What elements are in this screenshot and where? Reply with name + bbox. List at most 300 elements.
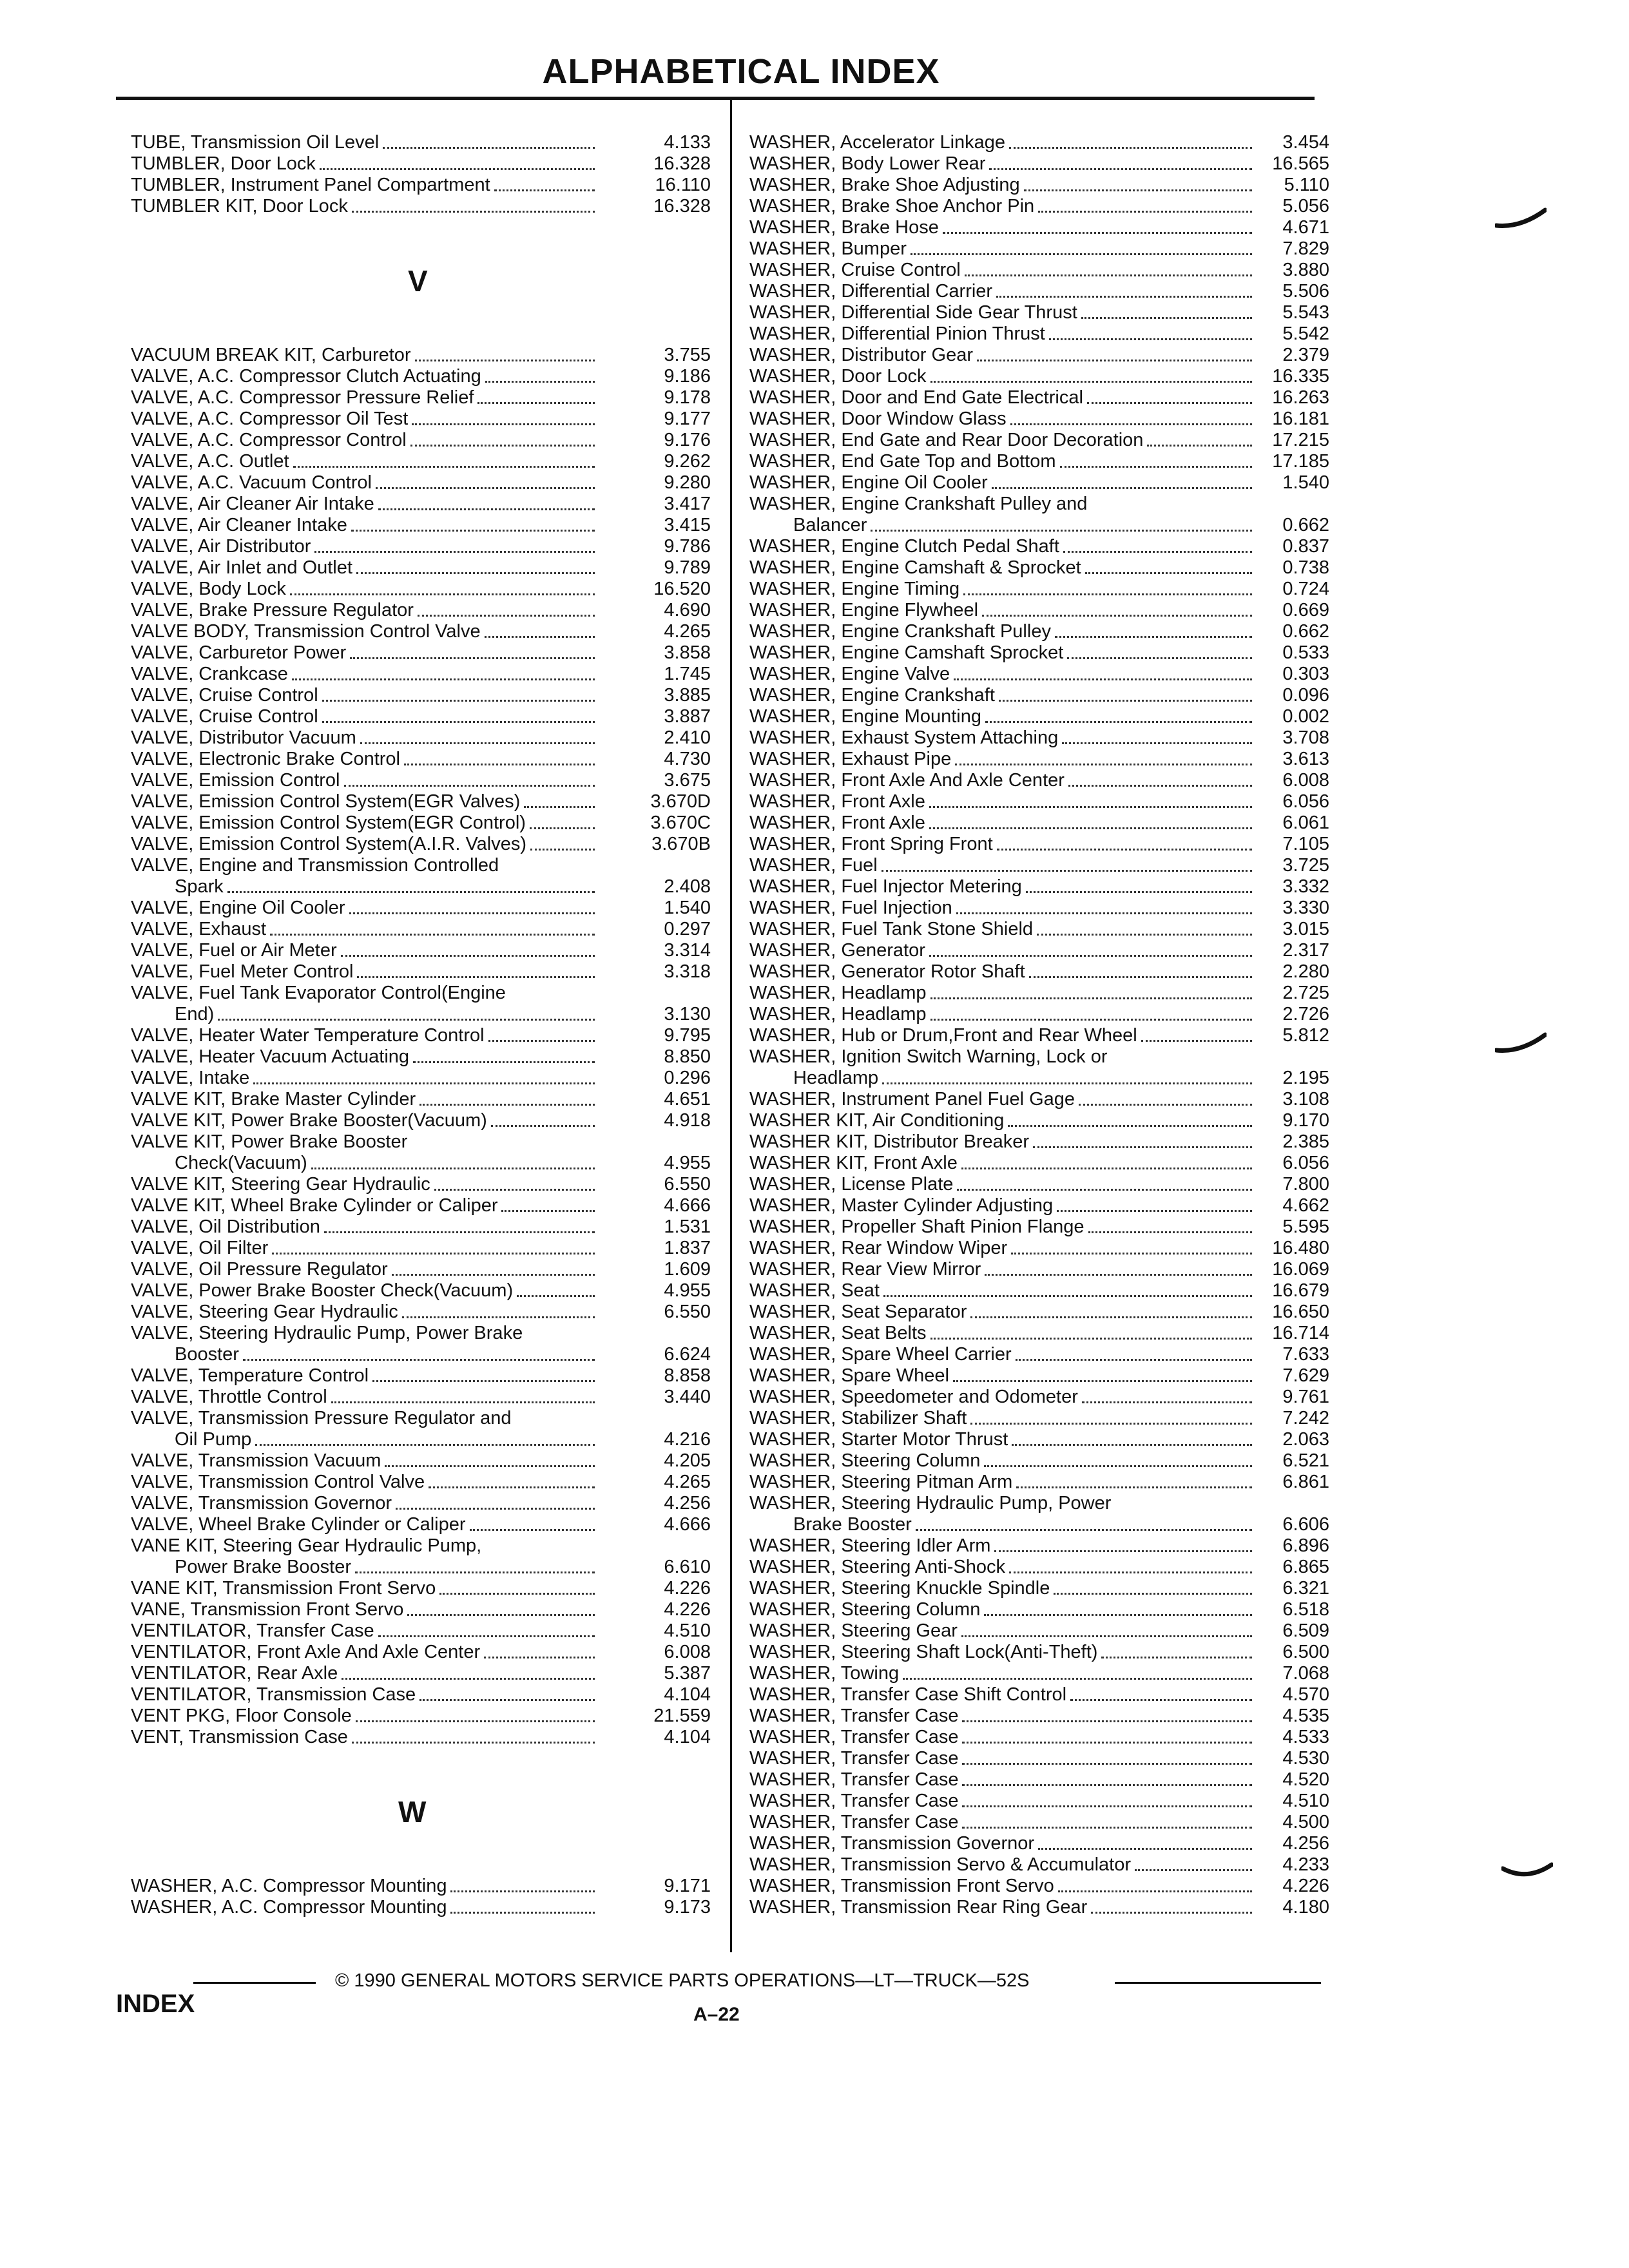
index-entry xyxy=(749,1004,1329,1025)
dot-leader xyxy=(1054,1586,1252,1595)
index-entry-heading xyxy=(131,1323,711,1344)
entry-name: WASHER, Towing xyxy=(749,1663,900,1684)
index-entry xyxy=(749,983,1329,1004)
entry-name: VALVE, A.C. Compressor Control xyxy=(131,430,407,450)
entry-reference-number: 4.520 xyxy=(1282,1769,1329,1790)
footer-rule-left xyxy=(193,1982,316,1984)
entry-name: WASHER, Spare Wheel Carrier xyxy=(749,1344,1012,1365)
dot-leader xyxy=(1062,736,1252,744)
dot-leader xyxy=(1026,885,1252,893)
index-entry xyxy=(749,323,1329,345)
index-entry xyxy=(131,1450,711,1472)
entry-name: WASHER, Generator Rotor Shaft xyxy=(749,961,1025,982)
dot-leader xyxy=(1038,204,1252,213)
entry-name: TUMBLER, Instrument Panel Compartment xyxy=(131,175,490,195)
entry-reference-number: 3.314 xyxy=(664,940,711,961)
index-entry xyxy=(131,1174,711,1195)
dot-leader xyxy=(957,1182,1252,1191)
index-entry xyxy=(749,1578,1329,1599)
index-entry xyxy=(749,1195,1329,1216)
entry-reference-number: 3.318 xyxy=(664,961,711,982)
dot-leader xyxy=(485,629,595,638)
dot-leader xyxy=(1067,651,1252,659)
entry-name: Oil Pump xyxy=(175,1429,252,1450)
index-entry xyxy=(749,1153,1329,1174)
index-entry xyxy=(749,1514,1329,1535)
dot-leader xyxy=(293,459,595,468)
entry-reference-number: 9.761 xyxy=(1282,1387,1329,1407)
entry-reference-number: 4.662 xyxy=(1282,1195,1329,1216)
index-entry xyxy=(749,175,1329,196)
entry-reference-number: 3.330 xyxy=(1282,898,1329,918)
dot-leader xyxy=(1060,459,1252,468)
entry-reference-number: 7.068 xyxy=(1282,1663,1329,1684)
entry-name: VALVE, Oil Filter xyxy=(131,1238,269,1258)
entry-name: WASHER, Front Spring Front xyxy=(749,834,993,854)
dot-leader xyxy=(1081,311,1252,319)
entry-name: WASHER, Transmission Front Servo xyxy=(749,1876,1054,1896)
dot-leader xyxy=(882,863,1252,872)
entry-reference-number: 16.480 xyxy=(1272,1238,1329,1258)
index-entry xyxy=(131,175,711,196)
index-entry xyxy=(749,260,1329,281)
index-entry xyxy=(749,1557,1329,1578)
entry-name: VALVE, Emission Control System(A.I.R. Valves) xyxy=(131,834,527,854)
dot-leader xyxy=(1058,1884,1252,1892)
index-entry xyxy=(749,1599,1329,1620)
index-entry xyxy=(749,302,1329,323)
index-entry xyxy=(749,1791,1329,1812)
dot-leader xyxy=(1055,629,1252,638)
dot-leader xyxy=(243,1352,595,1361)
entry-reference-number: 5.595 xyxy=(1282,1216,1329,1237)
entry-name: WASHER, Transmission Servo & Accumulator xyxy=(749,1854,1131,1875)
dot-leader xyxy=(1141,1033,1252,1042)
section-spacer xyxy=(131,1854,711,1876)
dot-leader xyxy=(989,162,1252,170)
entry-reference-number: 0.002 xyxy=(1282,706,1329,727)
index-entry xyxy=(131,1429,711,1450)
entry-reference-number: 1.837 xyxy=(664,1238,711,1258)
dot-leader xyxy=(1016,1352,1252,1361)
index-entry xyxy=(131,536,711,557)
entry-reference-number: 0.662 xyxy=(1282,515,1329,535)
entry-name: VALVE, Body Lock xyxy=(131,579,286,599)
index-entry-heading xyxy=(749,494,1329,515)
entry-reference-number: 9.171 xyxy=(664,1876,711,1896)
index-entry xyxy=(131,494,711,515)
entry-reference-number: 8.858 xyxy=(664,1365,711,1386)
index-entry xyxy=(131,876,711,898)
index-entry xyxy=(749,238,1329,260)
dot-leader xyxy=(415,353,595,361)
entry-name: VALVE, Transmission Governor xyxy=(131,1493,392,1514)
dot-leader xyxy=(1049,332,1252,340)
index-entry xyxy=(749,855,1329,876)
index-entry xyxy=(749,961,1329,983)
entry-reference-number: 5.543 xyxy=(1282,302,1329,323)
entry-name: WASHER, License Plate xyxy=(749,1174,954,1195)
dot-leader xyxy=(1012,1437,1252,1446)
entry-name: VALVE, Transmission Pressure Regulator and xyxy=(131,1408,512,1428)
dot-leader xyxy=(344,778,595,787)
entry-name: WASHER, Bumper xyxy=(749,238,907,259)
index-entry xyxy=(131,1302,711,1323)
dot-leader xyxy=(412,417,595,425)
dot-leader xyxy=(911,247,1252,255)
dot-leader xyxy=(360,736,595,744)
dot-leader xyxy=(314,544,595,553)
entry-reference-number: 17.185 xyxy=(1272,451,1329,472)
index-entry xyxy=(131,1365,711,1387)
entry-reference-number: 0.296 xyxy=(664,1068,711,1088)
entry-name: WASHER, Seat Separator xyxy=(749,1302,967,1322)
entry-name: WASHER, Engine Camshaft & Sprocket xyxy=(749,557,1081,578)
entry-reference-number: 4.510 xyxy=(664,1620,711,1641)
section-spacer xyxy=(131,323,711,345)
index-entry xyxy=(749,664,1329,685)
section-letter-heading: W xyxy=(398,1795,427,1829)
entry-reference-number: 5.056 xyxy=(1282,196,1329,216)
dot-leader xyxy=(450,1884,595,1892)
index-entry xyxy=(749,1812,1329,1833)
dot-leader xyxy=(292,672,595,680)
index-entry xyxy=(131,1046,711,1068)
entry-name: WASHER, Fuel Injector Metering xyxy=(749,876,1022,897)
index-entry xyxy=(131,515,711,536)
dot-leader xyxy=(992,481,1252,489)
entry-name: WASHER, Rear View Mirror xyxy=(749,1259,981,1280)
entry-name: TUBE, Transmission Oil Level xyxy=(131,132,380,153)
entry-reference-number: 9.178 xyxy=(664,387,711,408)
entry-reference-number: 16.328 xyxy=(653,153,711,174)
entry-name: WASHER, Body Lower Rear xyxy=(749,153,986,174)
entry-name: VALVE KIT, Steering Gear Hydraulic xyxy=(131,1174,430,1195)
index-entry xyxy=(131,961,711,983)
entry-reference-number: 4.256 xyxy=(664,1493,711,1514)
index-entry xyxy=(131,1684,711,1706)
entry-reference-number: 7.105 xyxy=(1282,834,1329,854)
entry-reference-number: 4.535 xyxy=(1282,1706,1329,1726)
entry-name: WASHER, Door Window Glass xyxy=(749,408,1007,429)
entry-reference-number: 3.015 xyxy=(1282,919,1329,939)
entry-reference-number: 7.829 xyxy=(1282,238,1329,259)
index-entry-heading xyxy=(749,1493,1329,1514)
index-entry xyxy=(749,749,1329,770)
entry-name: VALVE, Cruise Control xyxy=(131,706,318,727)
entry-name: VENTILATOR, Transmission Case xyxy=(131,1684,416,1705)
entry-name: WASHER, Headlamp xyxy=(749,983,927,1003)
entry-name: WASHER, Hub or Drum,Front and Rear Wheel xyxy=(749,1025,1137,1046)
entry-name: VALVE, Intake xyxy=(131,1068,250,1088)
entry-name: WASHER, End Gate Top and Bottom xyxy=(749,451,1056,472)
entry-name: WASHER, Differential Side Gear Thrust xyxy=(749,302,1077,323)
dot-leader xyxy=(322,715,595,723)
dot-leader xyxy=(929,800,1252,808)
entry-reference-number: 2.195 xyxy=(1282,1068,1329,1088)
entry-name: WASHER, Steering Hydraulic Pump, Power xyxy=(749,1493,1112,1514)
entry-reference-number: 5.506 xyxy=(1282,281,1329,302)
dot-leader xyxy=(378,1629,595,1637)
entry-reference-number: 1.540 xyxy=(1282,472,1329,493)
footer-copyright: © 1990 GENERAL MOTORS SERVICE PARTS OPERATIONS—LT—TRUCK—52S xyxy=(335,1970,1030,1991)
index-entry xyxy=(131,1089,711,1110)
entry-name: WASHER, Steering Column xyxy=(749,1450,981,1471)
entry-reference-number: 6.056 xyxy=(1282,1153,1329,1173)
index-entry xyxy=(131,1387,711,1408)
entry-reference-number: 4.570 xyxy=(1282,1684,1329,1705)
index-entry xyxy=(749,1216,1329,1238)
index-entry-heading xyxy=(131,855,711,876)
entry-reference-number: 1.540 xyxy=(664,898,711,918)
entry-name: WASHER, Distributor Gear xyxy=(749,345,973,365)
dot-leader xyxy=(930,374,1253,383)
entry-reference-number: 9.186 xyxy=(664,366,711,387)
entry-reference-number: 7.629 xyxy=(1282,1365,1329,1386)
index-entry xyxy=(749,1706,1329,1727)
entry-name: VALVE, A.C. Outlet xyxy=(131,451,289,472)
section-spacer xyxy=(131,1748,711,1769)
dot-leader xyxy=(962,1714,1252,1722)
dot-leader xyxy=(324,1225,595,1233)
entry-name: WASHER, Engine Crankshaft Pulley and xyxy=(749,494,1088,514)
entry-name: VANE KIT, Steering Gear Hydraulic Pump, xyxy=(131,1535,482,1556)
entry-name: Power Brake Booster xyxy=(175,1557,352,1577)
index-entry xyxy=(749,706,1329,727)
dot-leader xyxy=(996,289,1252,298)
index-entry xyxy=(749,1365,1329,1387)
entry-reference-number: 6.896 xyxy=(1282,1535,1329,1556)
entry-reference-number: 1.745 xyxy=(664,664,711,684)
dot-leader xyxy=(962,1820,1252,1829)
dot-leader xyxy=(1011,1246,1252,1254)
dot-leader xyxy=(985,715,1252,723)
entry-name: WASHER KIT, Distributor Breaker xyxy=(749,1131,1030,1152)
entry-name: VALVE, Power Brake Booster Check(Vacuum) xyxy=(131,1280,514,1301)
entry-reference-number: 3.415 xyxy=(664,515,711,535)
dot-leader xyxy=(378,502,595,510)
index-entry xyxy=(131,430,711,451)
index-entry xyxy=(131,1195,711,1216)
dot-leader xyxy=(930,1012,1252,1021)
entry-name: Check(Vacuum) xyxy=(175,1153,307,1173)
index-entry xyxy=(131,1578,711,1599)
entry-reference-number: 16.335 xyxy=(1272,366,1329,387)
entry-name: WASHER, Front Axle xyxy=(749,791,925,812)
entry-name: VALVE, Air Cleaner Air Intake xyxy=(131,494,374,514)
dot-leader xyxy=(392,1267,595,1276)
dot-leader xyxy=(984,1459,1252,1467)
section-spacer xyxy=(131,1769,711,1791)
entry-name: VALVE BODY, Transmission Control Valve xyxy=(131,621,481,642)
entry-name: Balancer xyxy=(793,515,867,535)
dot-leader xyxy=(962,1778,1252,1786)
dot-leader xyxy=(376,481,595,489)
dot-leader xyxy=(322,693,595,702)
entry-name: WASHER, Rear Window Wiper xyxy=(749,1238,1008,1258)
entry-name: WASHER, Differential Pinion Thrust xyxy=(749,323,1045,344)
entry-reference-number: 5.542 xyxy=(1282,323,1329,344)
entry-name: Brake Booster xyxy=(793,1514,912,1535)
index-entry xyxy=(131,408,711,430)
dot-leader xyxy=(1008,1119,1252,1127)
dot-leader xyxy=(1088,1225,1252,1233)
entry-name: WASHER, Brake Hose xyxy=(749,217,939,238)
dot-leader xyxy=(903,1671,1252,1680)
index-entry-heading xyxy=(131,1408,711,1429)
dot-leader xyxy=(956,906,1252,914)
entry-reference-number: 3.130 xyxy=(664,1004,711,1024)
dot-leader xyxy=(1063,544,1252,553)
entry-reference-number: 3.708 xyxy=(1282,727,1329,748)
entry-name: VALVE, Crankcase xyxy=(131,664,288,684)
index-entry xyxy=(131,1025,711,1046)
index-entry xyxy=(749,472,1329,494)
dot-leader xyxy=(407,1608,595,1616)
index-entry xyxy=(131,1727,711,1748)
entry-name: VALVE, Air Cleaner Intake xyxy=(131,515,347,535)
entry-reference-number: 7.800 xyxy=(1282,1174,1329,1195)
entry-name: WASHER, Transmission Rear Ring Gear xyxy=(749,1897,1088,1917)
index-entry xyxy=(131,557,711,579)
index-entry xyxy=(749,1280,1329,1302)
dot-leader xyxy=(1037,927,1252,936)
dot-leader xyxy=(439,1586,595,1595)
entry-name: VENTILATOR, Front Axle And Axle Center xyxy=(131,1642,481,1662)
dot-leader xyxy=(491,1119,595,1127)
dot-leader xyxy=(929,948,1252,957)
entry-reference-number: 6.008 xyxy=(1282,770,1329,791)
dot-leader xyxy=(524,800,595,808)
dot-leader xyxy=(943,226,1252,234)
entry-name: VANE, Transmission Front Servo xyxy=(131,1599,404,1620)
dot-leader xyxy=(1082,1395,1252,1403)
index-entry xyxy=(131,387,711,408)
dot-leader xyxy=(356,1714,595,1722)
entry-reference-number: 6.624 xyxy=(664,1344,711,1365)
entry-name: WASHER, Transfer Case xyxy=(749,1812,959,1832)
entry-name: VALVE, Electronic Brake Control xyxy=(131,749,400,769)
entry-name: VACUUM BREAK KIT, Carburetor xyxy=(131,345,411,365)
entry-name: VALVE, Fuel Tank Evaporator Control(Engine xyxy=(131,983,506,1003)
entry-reference-number: 4.671 xyxy=(1282,217,1329,238)
entry-reference-number: 9.170 xyxy=(1282,1110,1329,1131)
index-entry xyxy=(749,1025,1329,1046)
dot-leader xyxy=(413,1055,595,1063)
index-entry xyxy=(749,1450,1329,1472)
entry-name: VALVE, A.C. Compressor Clutch Actuating xyxy=(131,366,481,387)
entry-name: WASHER, Steering Column xyxy=(749,1599,981,1620)
entry-reference-number: 4.226 xyxy=(664,1599,711,1620)
index-entry xyxy=(131,1493,711,1514)
index-entry xyxy=(131,1514,711,1535)
entry-name: WASHER, Steering Gear xyxy=(749,1620,958,1641)
dot-leader xyxy=(962,1735,1252,1744)
entry-reference-number: 3.755 xyxy=(664,345,711,365)
index-entry xyxy=(749,812,1329,834)
entry-reference-number: 16.650 xyxy=(1272,1302,1329,1322)
entry-reference-number: 3.417 xyxy=(664,494,711,514)
index-entry xyxy=(749,430,1329,451)
index-entry xyxy=(749,1833,1329,1854)
entry-reference-number: 2.726 xyxy=(1282,1004,1329,1024)
dot-leader xyxy=(999,693,1252,702)
dot-leader xyxy=(320,162,595,170)
index-entry xyxy=(749,217,1329,238)
dot-leader xyxy=(350,651,595,659)
entry-reference-number: 4.226 xyxy=(664,1578,711,1599)
entry-reference-number: 7.633 xyxy=(1282,1344,1329,1365)
entry-reference-number: 3.880 xyxy=(1282,260,1329,280)
index-entry xyxy=(131,1068,711,1089)
dot-leader xyxy=(484,1650,595,1658)
entry-name: WASHER, Steering Idler Arm xyxy=(749,1535,991,1556)
index-entry xyxy=(749,940,1329,961)
entry-name: WASHER, Engine Oil Cooler xyxy=(749,472,988,493)
entry-name: VALVE KIT, Power Brake Booster(Vacuum) xyxy=(131,1110,487,1131)
section-spacer xyxy=(131,217,711,238)
dot-leader xyxy=(985,1267,1252,1276)
entry-reference-number: 3.613 xyxy=(1282,749,1329,769)
entry-reference-number: 4.226 xyxy=(1282,1876,1329,1896)
dot-leader xyxy=(1038,1841,1252,1850)
dot-leader xyxy=(352,204,595,213)
entry-name: WASHER, Fuel Injection xyxy=(749,898,952,918)
dot-leader xyxy=(883,1289,1252,1297)
index-entry xyxy=(749,366,1329,387)
entry-name: VALVE, Cruise Control xyxy=(131,685,318,706)
index-entry xyxy=(749,791,1329,812)
dot-leader xyxy=(470,1523,595,1531)
entry-name: VALVE, Exhaust xyxy=(131,919,267,939)
entry-name: WASHER, A.C. Compressor Mounting xyxy=(131,1897,447,1917)
page-number: A–22 xyxy=(693,2004,740,2025)
entry-reference-number: 9.795 xyxy=(664,1025,711,1046)
footer-rule-right xyxy=(1115,1982,1321,1984)
index-entry xyxy=(749,281,1329,302)
entry-name: VALVE, Transmission Vacuum xyxy=(131,1450,381,1471)
entry-reference-number: 4.955 xyxy=(664,1153,711,1173)
dot-leader xyxy=(963,587,1252,595)
dot-leader xyxy=(290,587,595,595)
dot-leader xyxy=(418,608,595,617)
entry-name: WASHER, Master Cylinder Adjusting xyxy=(749,1195,1054,1216)
entry-name: WASHER, Engine Mounting xyxy=(749,706,981,727)
entry-reference-number: 2.063 xyxy=(1282,1429,1329,1450)
entry-reference-number: 3.885 xyxy=(664,685,711,706)
entry-reference-number: 9.262 xyxy=(664,451,711,472)
entry-reference-number: 5.812 xyxy=(1282,1025,1329,1046)
entry-name: VALVE KIT, Power Brake Booster xyxy=(131,1131,408,1152)
dot-leader xyxy=(970,1310,1252,1318)
dot-leader xyxy=(930,1331,1252,1340)
entry-name: WASHER, Accelerator Linkage xyxy=(749,132,1006,153)
entry-reference-number: 4.690 xyxy=(664,600,711,620)
entry-name: WASHER, Transfer Case xyxy=(749,1769,959,1790)
index-entry xyxy=(131,1557,711,1578)
entry-reference-number: 2.408 xyxy=(664,876,711,897)
entry-name: VALVE, Brake Pressure Regulator xyxy=(131,600,414,620)
index-entry xyxy=(131,1897,711,1918)
entry-reference-number: 3.332 xyxy=(1282,876,1329,897)
index-entry xyxy=(131,791,711,812)
entry-name: VALVE, Carburetor Power xyxy=(131,642,347,663)
entry-name: WASHER, Engine Crankshaft Pulley xyxy=(749,621,1051,642)
binder-hole-mark xyxy=(1495,1031,1547,1057)
index-entry xyxy=(131,472,711,494)
dot-leader xyxy=(485,374,595,383)
entry-name: WASHER, Seat Belts xyxy=(749,1323,927,1343)
